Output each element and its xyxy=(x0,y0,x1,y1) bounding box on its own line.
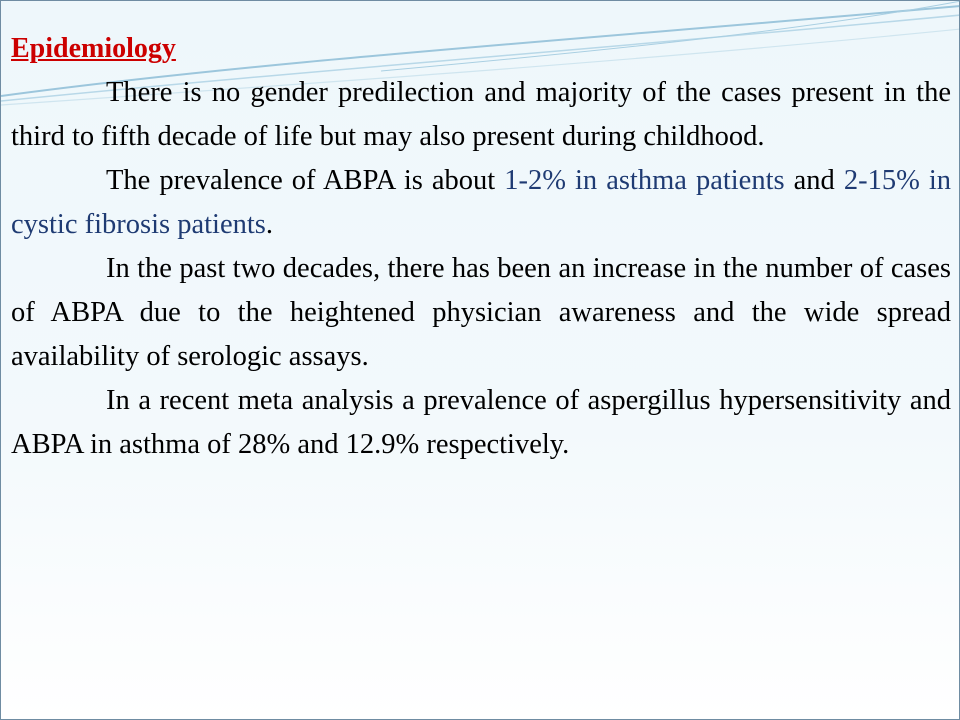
prevalence-text-3: . xyxy=(265,209,273,240)
paragraph-prevalence xyxy=(11,159,951,247)
asthma-prevalence: 1-2% in asthma patients xyxy=(504,165,785,196)
prevalence-text-2: and xyxy=(784,165,844,196)
paragraph-meta-analysis: In a recent meta analysis a prevalence of aspergillus hypersensitivity and ABPA in asthma of 28% and 12.9% respectively. xyxy=(11,385,951,460)
cystic-fibrosis-prevalence: 2-15% in cystic fibrosis patients xyxy=(11,165,952,240)
slide-content xyxy=(11,27,951,467)
paragraph-increase: In the past two decades, there has been an increase in the number of cases of ABPA due to the heightened physician awareness and the wide spread availability of serologic assays. xyxy=(11,253,951,372)
prevalence-text-1: The prevalence of ABPA is about xyxy=(106,165,505,196)
slide-heading: Epidemiology xyxy=(11,33,176,64)
paragraph-gender: There is no gender predilection and majority of the cases present in the third to fifth decade of life but may also present during childhood. xyxy=(11,77,951,152)
